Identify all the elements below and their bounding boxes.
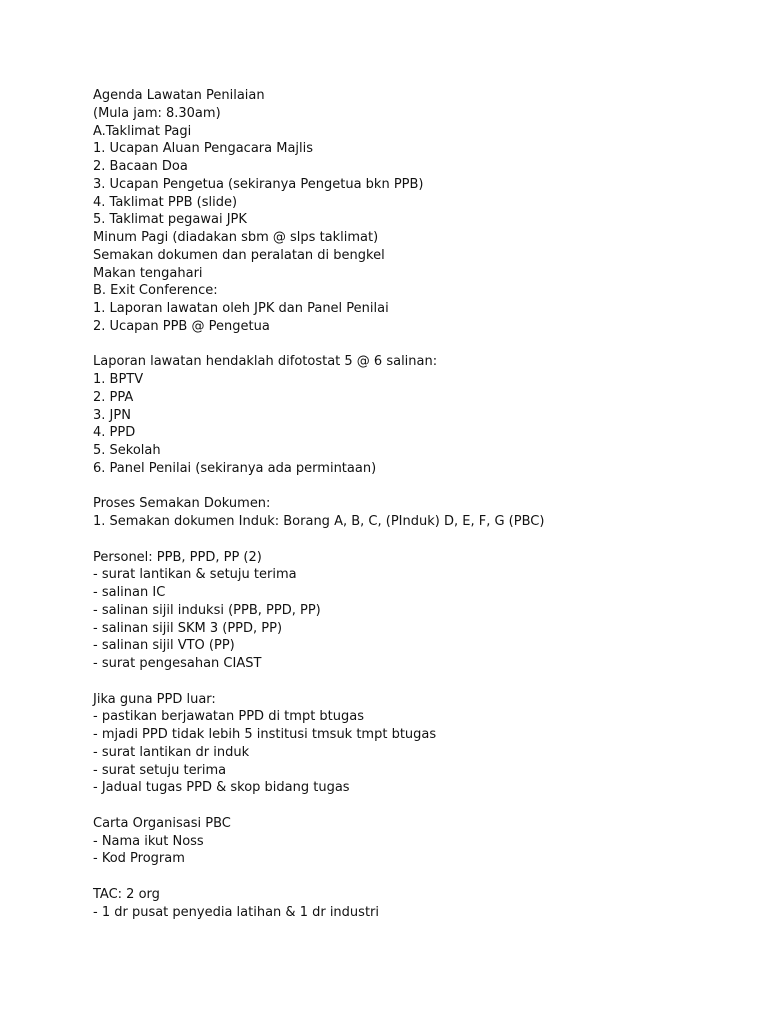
section-heading: Jika guna PPD luar:: [93, 691, 216, 707]
list-item: - Kod Program: [93, 851, 185, 867]
text-line: Makan tengahari: [93, 265, 203, 281]
section-heading: Personel: PPB, PPD, PP (2): [93, 549, 262, 565]
section-heading: TAC: 2 org: [93, 886, 160, 902]
list-item: - surat lantikan & setuju terima: [93, 567, 297, 583]
list-item: - Jadual tugas PPD & skop bidang tugas: [93, 780, 350, 796]
list-item: - salinan sijil VTO (PP): [93, 638, 235, 654]
blank-line: [93, 531, 733, 549]
list-item: - salinan IC: [93, 585, 166, 600]
personnel-section: [93, 549, 733, 673]
document-review-section: [93, 495, 733, 531]
list-item: 1. Semakan dokumen Induk: Borang A, B, C, (PInduk) D, E, F, G (PBC): [93, 514, 545, 529]
list-item: - Nama ikut Noss: [93, 833, 204, 849]
list-item: - mjadi PPD tidak lebih 5 institusi tmsuk tmpt btugas: [93, 727, 437, 742]
list-item: - 1 dr pusat penyedia latihan & 1 dr industri: [93, 904, 379, 920]
external-ppd-section: [93, 691, 733, 798]
list-item: 3. Ucapan Pengetua (sekiranya Pengetua bkn PPB): [93, 176, 424, 192]
section-heading: Proses Semakan Dokumen:: [93, 496, 271, 512]
list-item: - surat pengesahan CIAST: [93, 656, 262, 671]
text-line: (Mula jam: 8.30am): [93, 105, 221, 121]
list-item: 5. Sekolah: [93, 443, 161, 458]
list-item: - pastikan berjawatan PPD di tmpt btugas: [93, 709, 365, 725]
blank-line: [93, 673, 733, 691]
copies-section: [93, 353, 733, 477]
list-item: 1. BPTV: [93, 372, 144, 387]
agenda-section: [93, 87, 733, 336]
list-item: 4. Taklimat PPB (slide): [93, 194, 238, 210]
list-item: 5. Taklimat pegawai JPK: [93, 212, 247, 228]
list-item: 3. JPN: [93, 407, 131, 423]
list-item: - salinan sijil SKM 3 (PPD, PP): [93, 620, 283, 636]
blank-line: [93, 478, 733, 496]
text-line: Semakan dokumen dan peralatan di bengkel: [93, 247, 385, 263]
tac-section: [93, 886, 733, 922]
list-item: 2. Ucapan PPB @ Pengetua: [93, 318, 270, 334]
list-item: 4. PPD: [93, 425, 136, 441]
document-title: Agenda Lawatan Penilaian: [93, 88, 265, 103]
list-item: 6. Panel Penilai (sekiranya ada permintaan): [93, 460, 377, 476]
section-heading: A.Taklimat Pagi: [93, 123, 192, 139]
section-heading: Carta Organisasi PBC: [93, 815, 231, 831]
list-item: - salinan sijil induksi (PPB, PPD, PP): [93, 602, 321, 618]
list-item: - surat setuju terima: [93, 762, 227, 778]
document-body: [93, 87, 733, 921]
list-item: 1. Ucapan Aluan Pengacara Majlis: [93, 141, 314, 157]
section-heading: Laporan lawatan hendaklah difotostat 5 @ 6 salinan:: [93, 354, 438, 370]
list-item: 2. Bacaan Doa: [93, 159, 188, 174]
section-heading: B. Exit Conference:: [93, 283, 218, 299]
blank-line: [93, 336, 733, 354]
blank-line: [93, 797, 733, 815]
list-item: - surat lantikan dr induk: [93, 744, 250, 760]
blank-line: [93, 868, 733, 886]
text-line: Minum Pagi (diadakan sbm @ slps taklimat): [93, 230, 379, 245]
list-item: 1. Laporan lawatan oleh JPK dan Panel Penilai: [93, 301, 389, 316]
list-item: 2. PPA: [93, 389, 134, 405]
org-chart-section: [93, 815, 733, 868]
